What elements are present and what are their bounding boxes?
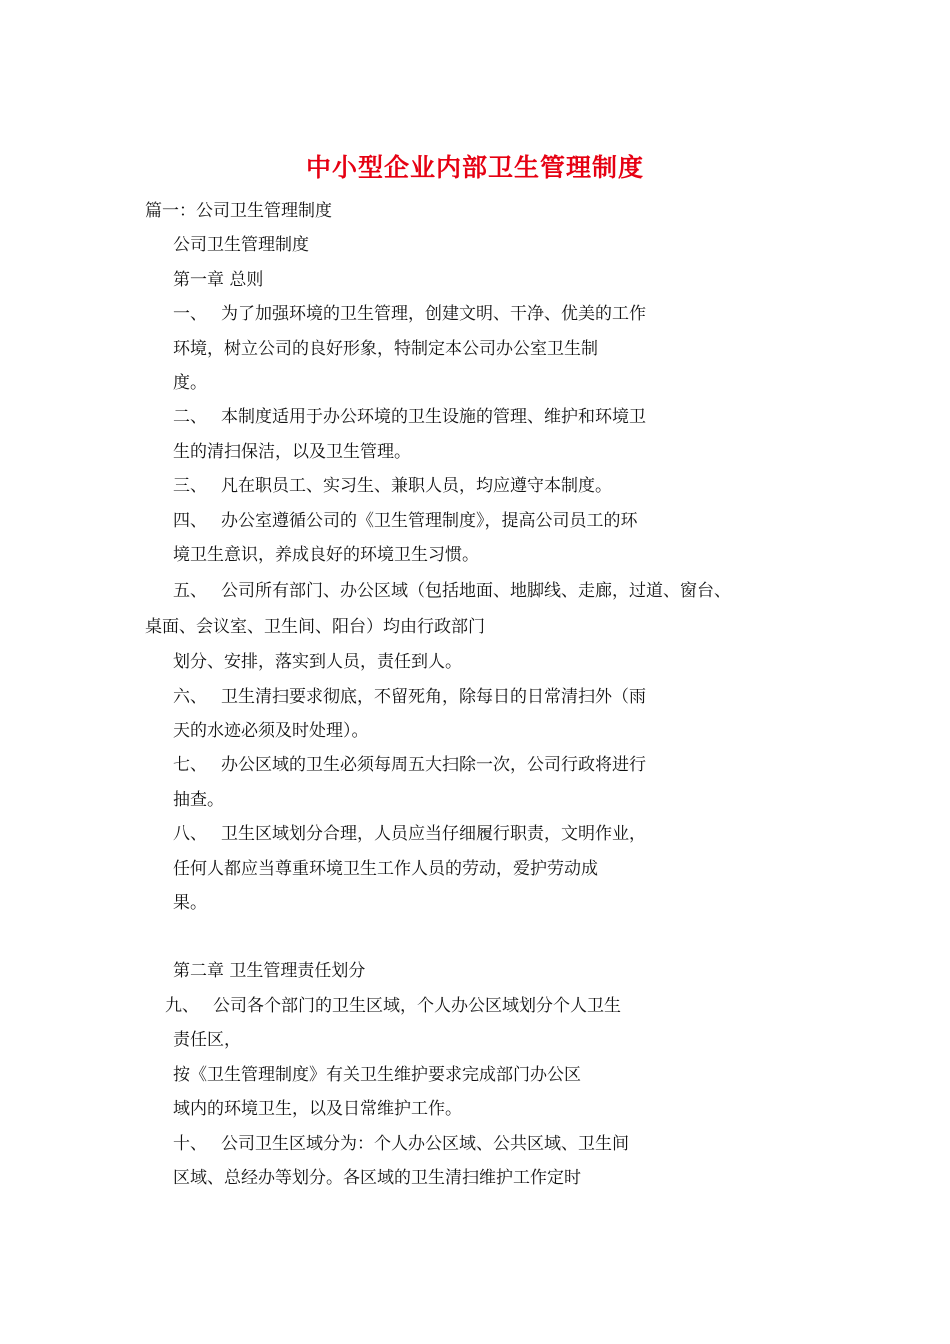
article-text: 卫生清扫要求彻底，不留死角，除每日的日常清扫外（雨: [221, 687, 646, 707]
article-number: 七、: [173, 755, 207, 775]
article-line: [173, 474, 612, 498]
article-number: 一、: [173, 304, 207, 324]
article-text: 办公室遵循公司的《卫生管理制度》，提高公司员工的环: [221, 511, 638, 531]
article-number: 六、: [173, 687, 207, 707]
article-line: 按《卫生管理制度》有关卫生维护要求完成部门办公区: [173, 1065, 581, 1085]
article-text: 公司卫生区域分为：个人办公区域、公共区域、卫生间: [221, 1134, 629, 1154]
article-line: [173, 753, 646, 777]
article-line: [165, 994, 621, 1018]
article-line: 境卫生意识，养成良好的环境卫生习惯。: [173, 545, 479, 565]
document-title: 中小型企业内部卫生管理制度: [305, 153, 644, 182]
article-line: [173, 822, 646, 846]
article-text: 公司各个部门的卫生区域，个人办公区域划分个人卫生: [213, 996, 621, 1016]
article-line: 环境，树立公司的良好形象，特制定本公司办公室卫生制: [173, 339, 598, 359]
article-number: 三、: [173, 476, 207, 496]
article-line: [173, 685, 646, 709]
article-line: 果。: [173, 893, 207, 913]
article-text: 办公区域的卫生必须每周五大扫除一次，公司行政将进行: [221, 755, 646, 775]
chapter-heading: 第一章 总则: [173, 270, 264, 290]
article-text: 凡在职员工、实习生、兼职人员，均应遵守本制度。: [221, 476, 612, 496]
article-number: 四、: [173, 511, 207, 531]
article-line: [173, 405, 646, 429]
article-line: 度。: [173, 373, 207, 393]
section-subtitle: 公司卫生管理制度: [173, 235, 309, 255]
article-line: [173, 1132, 629, 1156]
article-number: 五、: [173, 581, 207, 601]
article-line: 责任区，: [173, 1030, 241, 1050]
article-line: 区域、总经办等划分。各区域的卫生清扫维护工作定时: [173, 1168, 581, 1188]
article-text: 卫生区域划分合理，人员应当仔细履行职责，文明作业，: [221, 824, 646, 844]
article-line: 天的水迹必须及时处理）。: [173, 721, 369, 741]
article-line: [173, 579, 731, 603]
article-line: 域内的环境卫生，以及日常维护工作。: [173, 1099, 462, 1119]
article-text: 本制度适用于办公环境的卫生设施的管理、维护和环境卫: [221, 407, 646, 427]
article-text: 为了加强环境的卫生管理，创建文明、干净、优美的工作: [221, 304, 646, 324]
article-line: 任何人都应当尊重环境卫生工作人员的劳动，爱护劳动成: [173, 859, 598, 879]
article-number: 二、: [173, 407, 207, 427]
article-line: 抽查。: [173, 790, 224, 810]
article-number: 九、: [165, 996, 199, 1016]
article-line: [173, 509, 638, 533]
article-text: 公司所有部门、办公区域（包括地面、地脚线、走廊，过道、窗台、: [221, 581, 731, 601]
article-number: 十、: [173, 1134, 207, 1154]
part-heading: 篇一：公司卫生管理制度: [145, 201, 332, 221]
article-number: 八、: [173, 824, 207, 844]
chapter-heading: 第二章 卫生管理责任划分: [173, 961, 366, 981]
article-line: [173, 302, 646, 326]
article-line: 桌面、会议室、卫生间、阳台）均由行政部门: [145, 617, 485, 637]
article-line: 划分、安排，落实到人员，责任到人。: [173, 652, 462, 672]
article-line: 生的清扫保洁，以及卫生管理。: [173, 442, 411, 462]
